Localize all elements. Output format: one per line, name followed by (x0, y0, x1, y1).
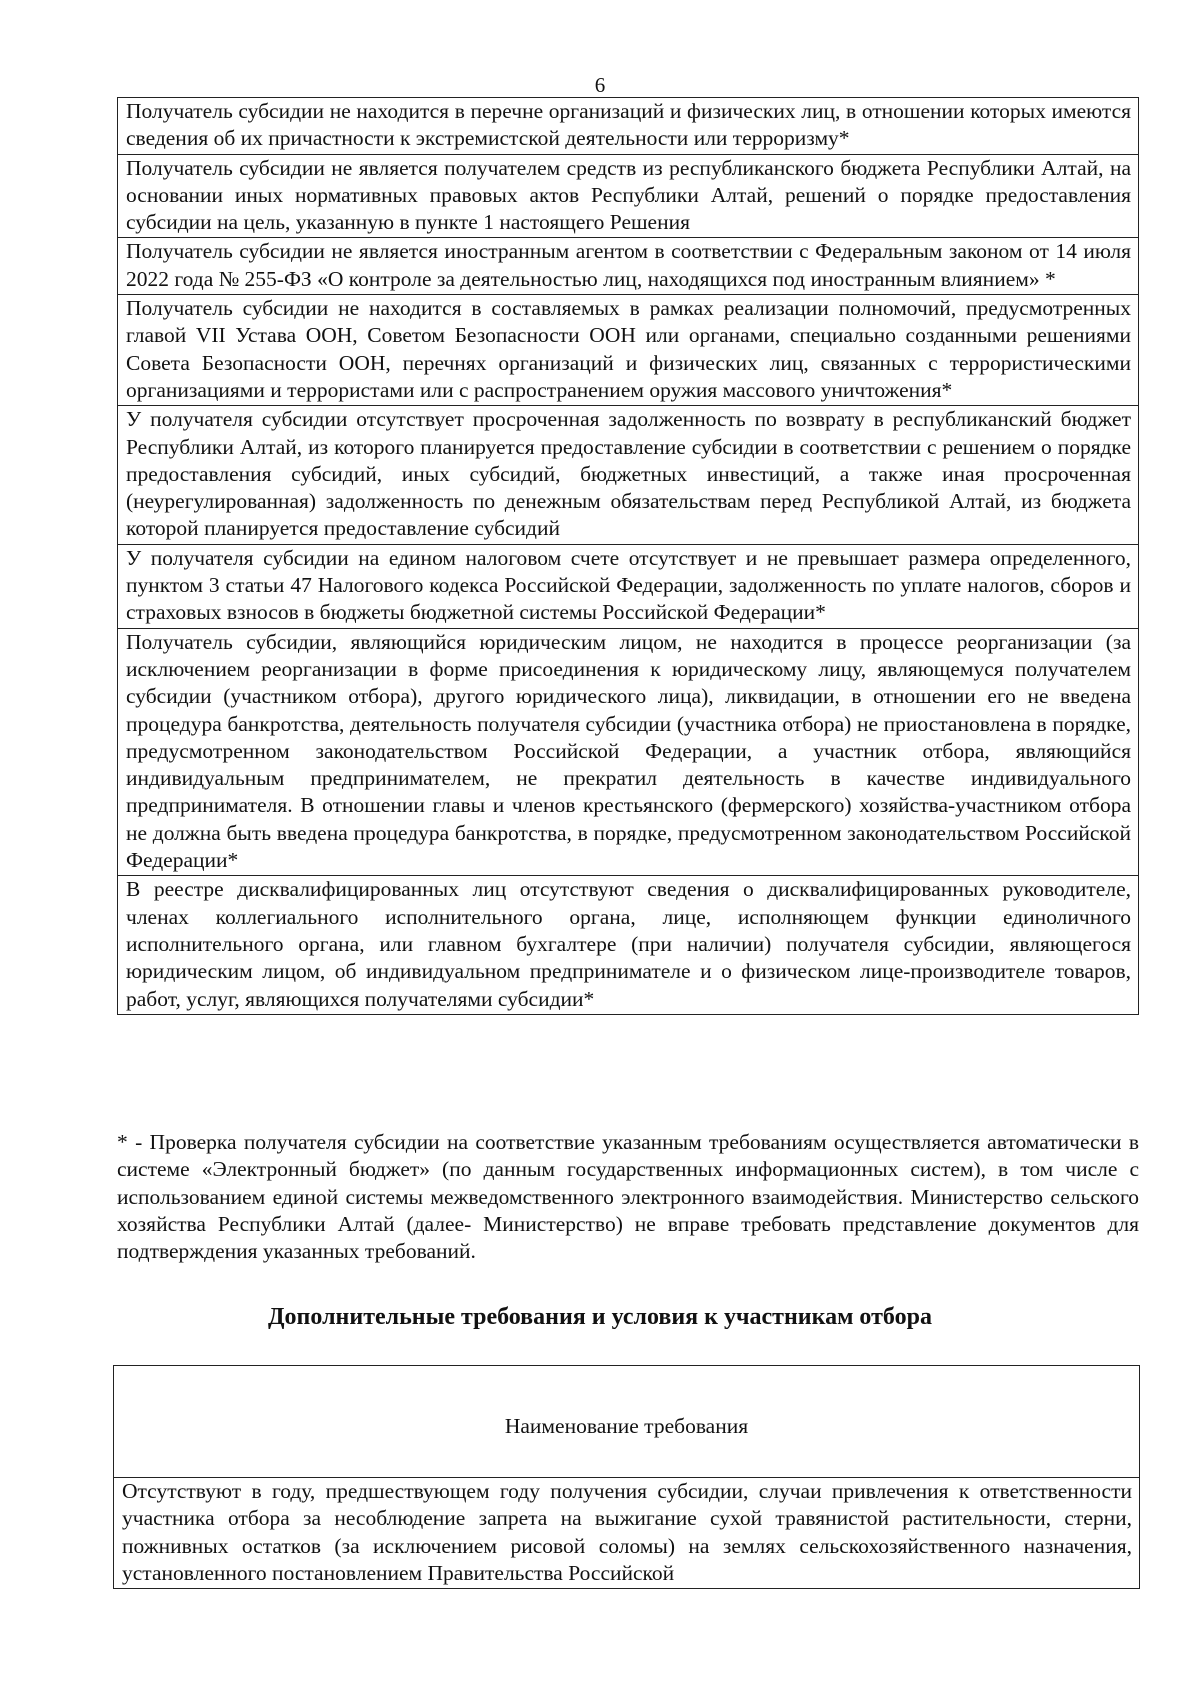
table-row (118, 876, 1139, 1014)
table-row (118, 295, 1139, 406)
column-header-label: Наименование требования (504, 1413, 749, 1438)
requirement-cell: Получатель субсидии не является получателем средств из республиканского бюджета Республики Алтай, на основании иных нормативных правовых актов Республики Алтай, решений о порядке предоставления субсидии на цель, указанную в пункте 1 настоящего Решения (118, 154, 1139, 238)
additional-requirements-table (113, 1365, 1140, 1589)
column-header (114, 1366, 1140, 1478)
footnote: * - Проверка получателя субсидии на соответствие указанным требованиям осуществляется автоматически в системе «Электронный бюджет» (по данным государственных информационных систем), в том числе с использованием единой системы межведомственного электронного взаимодействия. Министерство сельского хозяйства Республики Алтай (далее- Министерство) не вправе требовать представление документов для подтверждения указанных требований. (117, 1130, 1139, 1264)
table-row (118, 406, 1139, 544)
table-row (118, 154, 1139, 238)
table-row (114, 1478, 1140, 1589)
table-row (118, 628, 1139, 876)
requirement-cell: Получатель субсидии, являющийся юридическим лицом, не находится в процессе реорганизации (за исключением реорганизации в форме присоединения к юридическому лицу, являющемуся получателем субсидии (участником отбора), другого юридического лица), ликвидации, в отношении его не введена процедура банкротства, деятельность получателя субсидии (участника отбора) не приостановлена в порядке, предусмотренном законодательством Российской Федерации, а участник отбора, являющийся индивидуальным предпринимателем, не прекратил деятельность в качестве индивидуального предпринимателя. В отношении главы и членов крестьянского (фермерского) хозяйства-участником отбора не должна быть введена процедура банкротства, в порядке, предусмотренном законодательством Российской Федерации* (118, 628, 1139, 876)
requirement-cell: Отсутствуют в году, предшествующем году получения субсидии, случаи привлечения к ответственности участника отбора за несоблюдение запрета на выжигание сухой травянистой растительности, стерни, пожнивных остатков (за исключением рисовой соломы) на землях сельскохозяйственного назначения, установленного постановлением Правительства Российской (114, 1478, 1140, 1589)
requirement-cell: В реестре дисквалифицированных лиц отсутствуют сведения о дисквалифицированных руководителе, членах коллегиального исполнительного органа, лице, исполняющем функции единоличного исполнительного органа, или главном бухгалтере (при наличии) получателя субсидии, являющегося юридическим лицом, об индивидуальном предпринимателе и о физическом лице-производителе товаров, работ, услуг, являющихся получателями субсидии* (118, 876, 1139, 1014)
table-row (118, 544, 1139, 628)
requirement-cell: У получателя субсидии отсутствует просроченная задолженность по возврату в республиканский бюджет Республики Алтай, из которого планируется предоставление субсидии в соответствии с решением о порядке предоставления субсидий, иных субсидий, бюджетных инвестиций, а также иная просроченная (неурегулированная) задолженность по денежным обязательствам перед Республикой Алтай, из бюджета которой планируется предоставление субсидий (118, 406, 1139, 544)
table-header-row (114, 1366, 1140, 1478)
requirement-cell: Получатель субсидии не находится в перечне организаций и физических лиц, в отношении которых имеются сведения об их причастности к экстремистской деятельности или терроризму* (118, 98, 1139, 155)
table-row (118, 98, 1139, 155)
page-number: 6 (594, 73, 606, 97)
table-row (118, 238, 1139, 295)
section-heading: Дополнительные требования и условия к участникам отбора (268, 1304, 932, 1330)
requirement-cell: Получатель субсидии не является иностранным агентом в соответствии с Федеральным законом от 14 июля 2022 года № 255-ФЗ «О контроле за деятельностью лиц, находящихся под иностранным влиянием» * (118, 238, 1139, 295)
requirement-cell: Получатель субсидии не находится в составляемых в рамках реализации полномочий, предусмотренных главой VII Устава ООН, Советом Безопасности ООН или органами, специально созданными решениями Совета Безопасности ООН, перечнях организаций и физических лиц, связанных с террористическими организациями и террористами или с распространением оружия массового уничтожения* (118, 295, 1139, 406)
requirements-table (117, 97, 1139, 1015)
requirement-cell: У получателя субсидии на едином налоговом счете отсутствует и не превышает размера определенного, пунктом 3 статьи 47 Налогового кодекса Российской Федерации, задолженность по уплате налогов, сборов и страховых взносов в бюджеты бюджетной системы Российской Федерации* (118, 544, 1139, 628)
